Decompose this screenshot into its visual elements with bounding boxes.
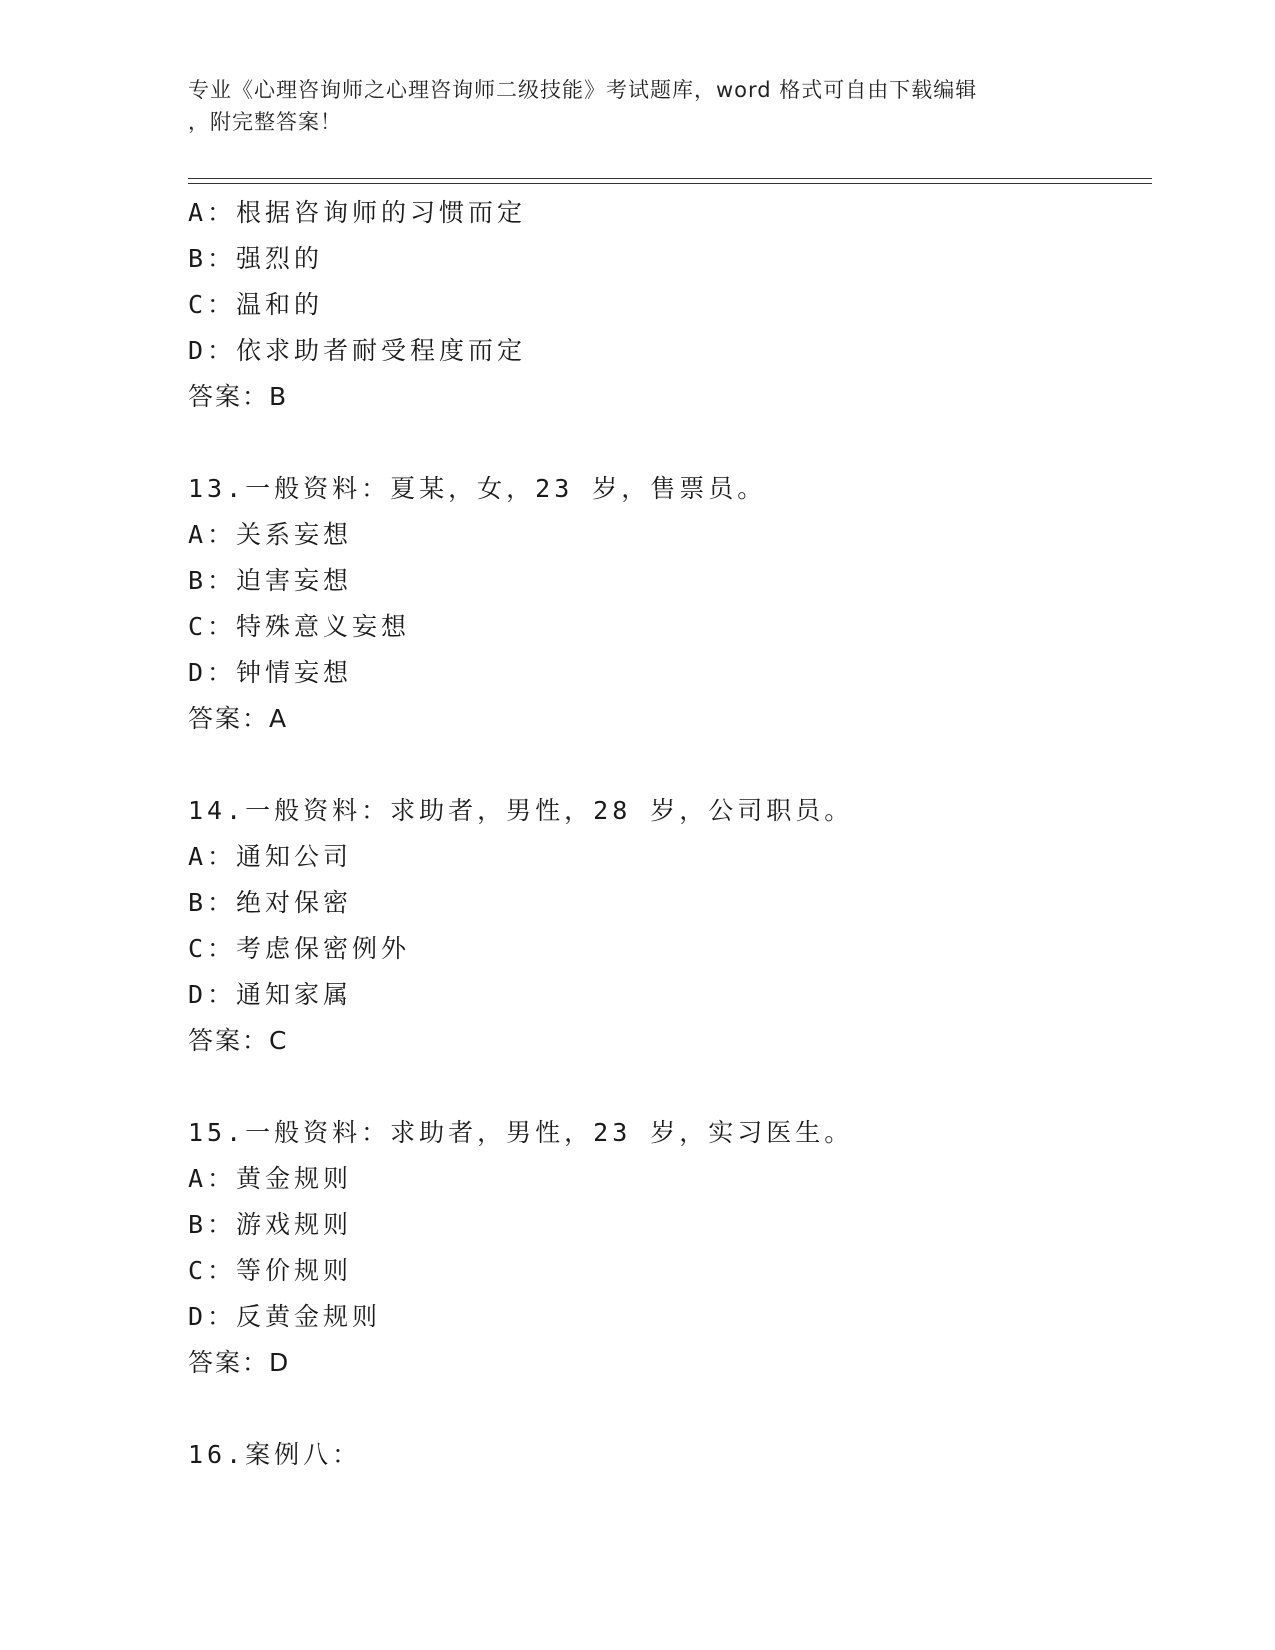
option-c: C：考虑保密例外 — [188, 934, 411, 963]
question-12 — [188, 190, 1148, 420]
answer: 答案：B — [188, 382, 289, 411]
option-b: B：游戏规则 — [188, 1210, 353, 1239]
option-b: B：绝对保密 — [188, 888, 353, 917]
header-title-line-1: 专业《心理咨询师之心理咨询师二级技能》考试题库，word 格式可自由下载编辑 — [188, 78, 978, 102]
option-d: D：通知家属 — [188, 980, 353, 1009]
option-b: B：迫害妄想 — [188, 566, 353, 595]
question-list — [188, 190, 1148, 1478]
option-a: A：关系妄想 — [188, 520, 353, 549]
question-text: 13.一般资料：夏某，女，23 岁，售票员。 — [188, 474, 767, 503]
option-d: D：钟情妄想 — [188, 658, 353, 687]
question-16 — [188, 1432, 1148, 1478]
option-a: A：黄金规则 — [188, 1164, 353, 1193]
spacer — [188, 1064, 1148, 1110]
answer: 答案：D — [188, 1348, 291, 1377]
option-d: D：依求助者耐受程度而定 — [188, 336, 527, 365]
option-d: D：反黄金规则 — [188, 1302, 382, 1331]
option-c: C：等价规则 — [188, 1256, 353, 1285]
header-divider-top — [188, 178, 1152, 179]
option-a: A：根据咨询师的习惯而定 — [188, 198, 527, 227]
header-title-line-2: ，附完整答案！ — [188, 110, 342, 134]
answer: 答案：A — [188, 704, 289, 733]
spacer — [188, 742, 1148, 788]
header-divider-bottom — [188, 183, 1152, 184]
question-text: 14.一般资料：求助者，男性，28 岁，公司职员。 — [188, 796, 854, 825]
option-a: A：通知公司 — [188, 842, 353, 871]
spacer — [188, 420, 1148, 466]
answer: 答案：C — [188, 1026, 289, 1055]
question-15 — [188, 1110, 1148, 1386]
question-13 — [188, 466, 1148, 742]
spacer — [188, 1386, 1148, 1432]
option-c: C：特殊意义妄想 — [188, 612, 411, 641]
document-header — [188, 74, 1068, 138]
question-text: 15.一般资料：求助者，男性，23 岁，实习医生。 — [188, 1118, 854, 1147]
question-14 — [188, 788, 1148, 1064]
question-text: 16.案例八： — [188, 1440, 362, 1469]
option-c: C：温和的 — [188, 290, 324, 319]
option-b: B：强烈的 — [188, 244, 324, 273]
